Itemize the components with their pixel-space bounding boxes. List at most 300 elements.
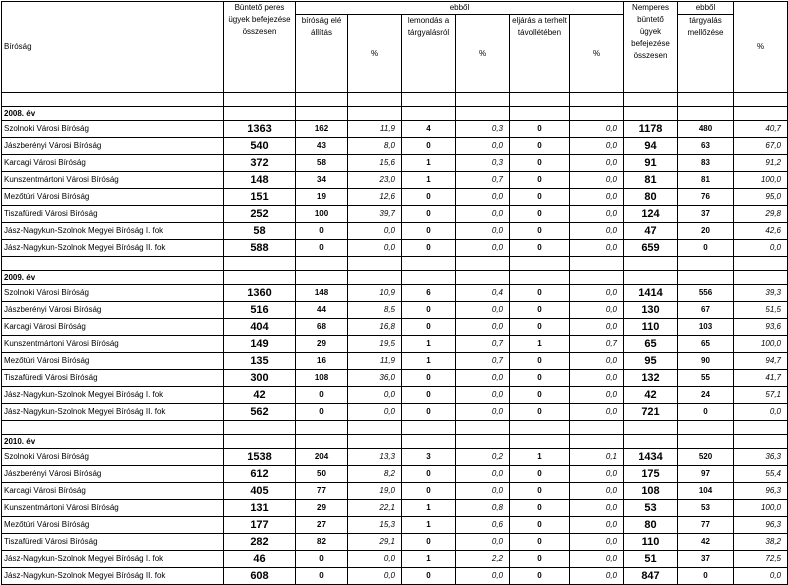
table-row xyxy=(2,387,788,404)
absence-cell: 0 xyxy=(510,189,570,206)
waiver-pct-cell: 0,0 xyxy=(456,223,510,240)
spacer-cell xyxy=(402,421,456,435)
trial-omission-pct-cell: 96,3 xyxy=(734,517,788,534)
non-trial-cell: 110 xyxy=(624,534,678,551)
court-trial-cell: 108 xyxy=(296,370,348,387)
year-row-cell xyxy=(570,271,624,285)
total-cell: 149 xyxy=(224,336,296,353)
absence-pct-cell: 0,0 xyxy=(570,138,624,155)
court-trial-cell: 43 xyxy=(296,138,348,155)
spacer-cell xyxy=(296,257,348,271)
absence-pct-cell: 0,0 xyxy=(570,319,624,336)
table-row xyxy=(2,319,788,336)
absence-pct-cell: 0,0 xyxy=(570,240,624,257)
year-row-cell xyxy=(734,271,788,285)
year-row-cell xyxy=(734,107,788,121)
waiver-cell: 1 xyxy=(402,551,456,568)
spacer-cell xyxy=(456,421,510,435)
court-trial-cell: 29 xyxy=(296,500,348,517)
table-row xyxy=(2,138,788,155)
court-trial-pct-cell: 8,2 xyxy=(348,466,402,483)
total-cell: 540 xyxy=(224,138,296,155)
absence-cell: 0 xyxy=(510,240,570,257)
table-row xyxy=(2,449,788,466)
non-trial-cell: 94 xyxy=(624,138,678,155)
total-cell: 58 xyxy=(224,223,296,240)
court-trial-pct-cell: 8,5 xyxy=(348,302,402,319)
court-trial-pct-cell: 0,0 xyxy=(348,404,402,421)
total-cell: 300 xyxy=(224,370,296,387)
trial-omission-cell: 0 xyxy=(678,568,734,585)
absence-cell: 0 xyxy=(510,285,570,302)
spacer-cell xyxy=(510,257,570,271)
trial-omission-cell: 0 xyxy=(678,404,734,421)
trial-omission-cell: 67 xyxy=(678,302,734,319)
court-trial-cell: 50 xyxy=(296,466,348,483)
table-row xyxy=(2,189,788,206)
non-trial-cell: 847 xyxy=(624,568,678,585)
court-trial-cell: 29 xyxy=(296,336,348,353)
year-row-cell xyxy=(510,107,570,121)
absence-cell: 1 xyxy=(510,449,570,466)
year-row-cell xyxy=(678,435,734,449)
trial-omission-pct-cell: 40,7 xyxy=(734,121,788,138)
total-cell: 404 xyxy=(224,319,296,336)
spacer-row xyxy=(2,93,788,107)
year-row xyxy=(2,435,788,449)
waiver-pct-cell: 0,0 xyxy=(456,302,510,319)
year-row xyxy=(2,271,788,285)
spacer-cell xyxy=(678,421,734,435)
spacer-cell xyxy=(624,421,678,435)
table-row xyxy=(2,353,788,370)
absence-cell: 0 xyxy=(510,500,570,517)
court-header: Bíróság xyxy=(2,2,224,93)
year-label: 2009. év xyxy=(2,271,224,285)
non-trial-cell: 80 xyxy=(624,189,678,206)
trial-omission-pct-cell: 39,3 xyxy=(734,285,788,302)
trial-omission-header: tárgyalás mellőzése xyxy=(678,15,734,93)
court-trial-pct-cell: 13,3 xyxy=(348,449,402,466)
total-cell: 46 xyxy=(224,551,296,568)
table-row xyxy=(2,285,788,302)
trial-omission-pct-cell: 96,3 xyxy=(734,483,788,500)
year-row-cell xyxy=(624,435,678,449)
spacer-cell xyxy=(348,421,402,435)
non-trial-cell: 81 xyxy=(624,172,678,189)
trial-omission-cell: 77 xyxy=(678,517,734,534)
trial-omission-cell: 480 xyxy=(678,121,734,138)
table-row xyxy=(2,172,788,189)
table-row xyxy=(2,370,788,387)
non-trial-cell: 53 xyxy=(624,500,678,517)
court-trial-pct-cell: 10,9 xyxy=(348,285,402,302)
waiver-pct-cell: 0,4 xyxy=(456,285,510,302)
absence-cell: 0 xyxy=(510,302,570,319)
trial-omission-pct-cell: 0,0 xyxy=(734,240,788,257)
trial-omission-pct-cell: 29,8 xyxy=(734,206,788,223)
table-row xyxy=(2,466,788,483)
trial-omission-cell: 65 xyxy=(678,336,734,353)
total-cell: 562 xyxy=(224,404,296,421)
table-row xyxy=(2,483,788,500)
spacer-cell xyxy=(734,257,788,271)
court-trial-pct-cell: 0,0 xyxy=(348,387,402,404)
trial-omission-pct-cell: 72,5 xyxy=(734,551,788,568)
court-cell: Tiszafüredi Városi Bíróság xyxy=(2,534,224,551)
table-row xyxy=(2,336,788,353)
court-trial-cell: 58 xyxy=(296,155,348,172)
total-cell: 612 xyxy=(224,466,296,483)
trial-omission-cell: 20 xyxy=(678,223,734,240)
trial-omission-pct-cell: 94,7 xyxy=(734,353,788,370)
trial-omission-pct-cell: 100,0 xyxy=(734,500,788,517)
absence-pct-cell: 0,0 xyxy=(570,285,624,302)
absence-cell: 0 xyxy=(510,138,570,155)
court-cell: Szolnoki Városi Bíróság xyxy=(2,121,224,138)
court-trial-cell: 68 xyxy=(296,319,348,336)
court-cell: Kunszentmártoni Városi Bíróság xyxy=(2,336,224,353)
table-row xyxy=(2,568,788,585)
waiver-cell: 0 xyxy=(402,240,456,257)
spacer-cell xyxy=(224,257,296,271)
court-trial-header: bíróság elé állítás xyxy=(296,15,348,93)
spacer-cell xyxy=(456,93,510,107)
non-trial-cell: 175 xyxy=(624,466,678,483)
total-cell: 588 xyxy=(224,240,296,257)
absence-pct-cell: 0,0 xyxy=(570,206,624,223)
of-which-header-1: ebből xyxy=(296,2,624,15)
trial-omission-pct-cell: 0,0 xyxy=(734,404,788,421)
absence-pct-cell: 0,0 xyxy=(570,534,624,551)
absence-pct-cell: 0,1 xyxy=(570,449,624,466)
year-row-cell xyxy=(296,107,348,121)
court-cell: Jászberényi Városi Bíróság xyxy=(2,302,224,319)
waiver-pct-cell: 0,7 xyxy=(456,172,510,189)
court-trial-pct-cell: 0,0 xyxy=(348,223,402,240)
year-row-cell xyxy=(570,107,624,121)
court-trial-cell: 0 xyxy=(296,551,348,568)
total-cell: 608 xyxy=(224,568,296,585)
trial-omission-cell: 42 xyxy=(678,534,734,551)
spacer-cell xyxy=(2,257,224,271)
total-cell: 516 xyxy=(224,302,296,319)
absence-cell: 0 xyxy=(510,223,570,240)
spacer-cell xyxy=(510,93,570,107)
court-trial-pct-cell: 0,0 xyxy=(348,551,402,568)
absence-cell: 0 xyxy=(510,517,570,534)
trial-omission-pct-cell: 55,4 xyxy=(734,466,788,483)
absence-cell: 0 xyxy=(510,568,570,585)
trial-omission-cell: 0 xyxy=(678,240,734,257)
year-row xyxy=(2,107,788,121)
non-trial-cell: 80 xyxy=(624,517,678,534)
absence-cell: 0 xyxy=(510,551,570,568)
absence-pct-cell: 0,0 xyxy=(570,302,624,319)
trial-omission-pct-cell: 95,0 xyxy=(734,189,788,206)
spacer-cell xyxy=(402,257,456,271)
absence-pct-cell: 0,0 xyxy=(570,517,624,534)
trial-omission-cell: 520 xyxy=(678,449,734,466)
total-cell: 252 xyxy=(224,206,296,223)
non-trial-cell: 1414 xyxy=(624,285,678,302)
waiver-cell: 1 xyxy=(402,172,456,189)
trial-omission-cell: 55 xyxy=(678,370,734,387)
total-criminal-header: Büntető peres ügyek befejezése összesen xyxy=(224,2,296,93)
of-which-header-2: ebből xyxy=(678,2,734,15)
non-trial-cell: 130 xyxy=(624,302,678,319)
table-row xyxy=(2,155,788,172)
trial-omission-pct-cell: 51,5 xyxy=(734,302,788,319)
spacer-cell xyxy=(296,93,348,107)
year-row-cell xyxy=(224,271,296,285)
absence-pct-cell: 0,0 xyxy=(570,223,624,240)
waiver-cell: 0 xyxy=(402,466,456,483)
total-cell: 42 xyxy=(224,387,296,404)
non-trial-cell: 47 xyxy=(624,223,678,240)
table-row xyxy=(2,517,788,534)
waiver-pct-cell: 0,3 xyxy=(456,155,510,172)
trial-omission-cell: 53 xyxy=(678,500,734,517)
year-row-cell xyxy=(348,435,402,449)
spacer-cell xyxy=(734,421,788,435)
spacer-cell xyxy=(348,257,402,271)
court-trial-pct-cell: 8,0 xyxy=(348,138,402,155)
year-label: 2010. év xyxy=(2,435,224,449)
waiver-cell: 0 xyxy=(402,302,456,319)
trial-omission-pct-cell: 93,6 xyxy=(734,319,788,336)
waiver-pct-cell: 0,7 xyxy=(456,353,510,370)
court-cell: Szolnoki Városi Bíróság xyxy=(2,449,224,466)
spacer-cell xyxy=(2,93,224,107)
waiver-pct-cell: 2,2 xyxy=(456,551,510,568)
total-cell: 1363 xyxy=(224,121,296,138)
waiver-cell: 1 xyxy=(402,155,456,172)
trial-omission-pct-cell: 36,3 xyxy=(734,449,788,466)
spacer-cell xyxy=(570,421,624,435)
trial-omission-cell: 76 xyxy=(678,189,734,206)
spacer-cell xyxy=(570,93,624,107)
table-body xyxy=(2,93,788,585)
table-row xyxy=(2,551,788,568)
court-trial-pct-cell: 19,5 xyxy=(348,336,402,353)
non-trial-cell: 91 xyxy=(624,155,678,172)
court-trial-cell: 204 xyxy=(296,449,348,466)
year-row-cell xyxy=(224,435,296,449)
year-row-cell xyxy=(678,271,734,285)
court-trial-pct-cell: 22,1 xyxy=(348,500,402,517)
table-row xyxy=(2,500,788,517)
absence-cell: 0 xyxy=(510,483,570,500)
spacer-cell xyxy=(402,93,456,107)
table-row xyxy=(2,404,788,421)
waiver-cell: 0 xyxy=(402,568,456,585)
spacer-row xyxy=(2,421,788,435)
court-cell: Kunszentmártoni Városi Bíróság xyxy=(2,172,224,189)
waiver-pct-cell: 0,0 xyxy=(456,534,510,551)
waiver-cell: 3 xyxy=(402,449,456,466)
year-row-cell xyxy=(624,271,678,285)
year-row-cell xyxy=(296,435,348,449)
court-trial-pct-cell: 16,8 xyxy=(348,319,402,336)
non-trial-cell: 1178 xyxy=(624,121,678,138)
non-trial-cell: 132 xyxy=(624,370,678,387)
non-trial-cell: 721 xyxy=(624,404,678,421)
trial-omission-pct-cell: 100,0 xyxy=(734,336,788,353)
table-row xyxy=(2,302,788,319)
table-row xyxy=(2,223,788,240)
year-row-cell xyxy=(570,435,624,449)
absence-cell: 0 xyxy=(510,466,570,483)
absence-header: eljárás a terhelt távollétében xyxy=(510,15,570,93)
trial-omission-pct-cell: 38,2 xyxy=(734,534,788,551)
year-row-cell xyxy=(402,271,456,285)
court-trial-cell: 19 xyxy=(296,189,348,206)
spacer-cell xyxy=(224,421,296,435)
absence-pct-cell: 0,0 xyxy=(570,189,624,206)
waiver-cell: 6 xyxy=(402,285,456,302)
non-trial-cell: 1434 xyxy=(624,449,678,466)
court-cell: Jász-Nagykun-Szolnok Megyei Bíróság II. fok xyxy=(2,240,224,257)
spacer-row xyxy=(2,257,788,271)
court-trial-pct-cell: 0,0 xyxy=(348,568,402,585)
trial-omission-pct-cell: 100,0 xyxy=(734,172,788,189)
spacer-cell xyxy=(678,93,734,107)
court-cell: Jászberényi Városi Bíróság xyxy=(2,138,224,155)
total-cell: 135 xyxy=(224,353,296,370)
waiver-cell: 4 xyxy=(402,121,456,138)
spacer-cell xyxy=(624,93,678,107)
waiver-cell: 1 xyxy=(402,500,456,517)
court-cell: Tiszafüredi Városi Bíróság xyxy=(2,370,224,387)
non-trial-cell: 110 xyxy=(624,319,678,336)
absence-pct-cell: 0,0 xyxy=(570,387,624,404)
court-trial-cell: 77 xyxy=(296,483,348,500)
absence-pct-cell: 0,0 xyxy=(570,568,624,585)
year-row-cell xyxy=(456,271,510,285)
spacer-cell xyxy=(456,257,510,271)
total-cell: 177 xyxy=(224,517,296,534)
year-row-cell xyxy=(734,435,788,449)
court-trial-pct-cell: 15,3 xyxy=(348,517,402,534)
waiver-pct-cell: 0,8 xyxy=(456,500,510,517)
non-trial-header: Nemperes büntető ügyek befejezése összesen xyxy=(624,2,678,93)
total-cell: 282 xyxy=(224,534,296,551)
waiver-pct-cell: 0,0 xyxy=(456,568,510,585)
court-trial-cell: 0 xyxy=(296,387,348,404)
non-trial-cell: 108 xyxy=(624,483,678,500)
court-cell: Kunszentmártoni Városi Bíróság xyxy=(2,500,224,517)
absence-pct-cell: 0,0 xyxy=(570,551,624,568)
court-cell: Mezőtúri Városi Bíróság xyxy=(2,353,224,370)
court-trial-cell: 27 xyxy=(296,517,348,534)
court-trial-cell: 82 xyxy=(296,534,348,551)
trial-omission-pct-cell: 42,6 xyxy=(734,223,788,240)
court-trial-cell: 34 xyxy=(296,172,348,189)
trial-omission-cell: 556 xyxy=(678,285,734,302)
court-trial-cell: 0 xyxy=(296,568,348,585)
absence-cell: 0 xyxy=(510,319,570,336)
court-trial-cell: 162 xyxy=(296,121,348,138)
year-row-cell xyxy=(348,271,402,285)
court-cell: Mezőtúri Városi Bíróság xyxy=(2,517,224,534)
trial-omission-cell: 24 xyxy=(678,387,734,404)
court-cell: Karcagi Városi Bíróság xyxy=(2,483,224,500)
court-trial-cell: 44 xyxy=(296,302,348,319)
year-row-cell xyxy=(678,107,734,121)
trial-omission-cell: 90 xyxy=(678,353,734,370)
omit-pct-header: % xyxy=(734,2,788,93)
waiver-cell: 0 xyxy=(402,206,456,223)
trial-pct-header: % xyxy=(348,15,402,93)
absence-cell: 0 xyxy=(510,172,570,189)
court-trial-cell: 0 xyxy=(296,223,348,240)
court-cell: Tiszafüredi Városi Bíróság xyxy=(2,206,224,223)
waiver-cell: 0 xyxy=(402,189,456,206)
trial-omission-pct-cell: 41,7 xyxy=(734,370,788,387)
non-trial-cell: 95 xyxy=(624,353,678,370)
year-row-cell xyxy=(224,107,296,121)
non-trial-cell: 124 xyxy=(624,206,678,223)
court-cell: Jász-Nagykun-Szolnok Megyei Bíróság II. fok xyxy=(2,568,224,585)
spacer-cell xyxy=(510,421,570,435)
year-row-cell xyxy=(402,107,456,121)
absence-cell: 0 xyxy=(510,353,570,370)
header-row-1 xyxy=(2,2,788,15)
year-row-cell xyxy=(624,107,678,121)
total-cell: 131 xyxy=(224,500,296,517)
court-cell: Jász-Nagykun-Szolnok Megyei Bíróság I. fok xyxy=(2,387,224,404)
court-cell: Jász-Nagykun-Szolnok Megyei Bíróság I. fok xyxy=(2,223,224,240)
court-cell: Szolnoki Városi Bíróság xyxy=(2,285,224,302)
absence-cell: 1 xyxy=(510,336,570,353)
trial-omission-pct-cell: 57,1 xyxy=(734,387,788,404)
total-cell: 151 xyxy=(224,189,296,206)
court-trial-pct-cell: 12,6 xyxy=(348,189,402,206)
year-label: 2008. év xyxy=(2,107,224,121)
spacer-cell xyxy=(224,93,296,107)
waiver-pct-cell: 0,0 xyxy=(456,404,510,421)
court-cell: Jászberényi Városi Bíróság xyxy=(2,466,224,483)
waiver-pct-cell: 0,0 xyxy=(456,387,510,404)
waiver-pct-cell: 0,0 xyxy=(456,483,510,500)
non-trial-cell: 65 xyxy=(624,336,678,353)
court-cell: Karcagi Városi Bíróság xyxy=(2,155,224,172)
waiver-pct-cell: 0,6 xyxy=(456,517,510,534)
table-row xyxy=(2,240,788,257)
waiver-pct-cell: 0,2 xyxy=(456,449,510,466)
court-cell: Karcagi Városi Bíróság xyxy=(2,319,224,336)
year-row-cell xyxy=(456,107,510,121)
total-cell: 1538 xyxy=(224,449,296,466)
trial-omission-cell: 37 xyxy=(678,206,734,223)
year-row-cell xyxy=(456,435,510,449)
absence-cell: 0 xyxy=(510,370,570,387)
spacer-cell xyxy=(570,257,624,271)
trial-omission-cell: 97 xyxy=(678,466,734,483)
court-trial-pct-cell: 36,0 xyxy=(348,370,402,387)
court-trial-pct-cell: 39,7 xyxy=(348,206,402,223)
trial-omission-cell: 81 xyxy=(678,172,734,189)
waiver-pct-cell: 0,0 xyxy=(456,240,510,257)
trial-omission-cell: 63 xyxy=(678,138,734,155)
trial-omission-pct-cell: 67,0 xyxy=(734,138,788,155)
spacer-cell xyxy=(734,93,788,107)
trial-omission-pct-cell: 0,0 xyxy=(734,568,788,585)
court-cell: Jász-Nagykun-Szolnok Megyei Bíróság I. fok xyxy=(2,551,224,568)
waiver-pct-cell: 0,0 xyxy=(456,138,510,155)
table-row xyxy=(2,534,788,551)
